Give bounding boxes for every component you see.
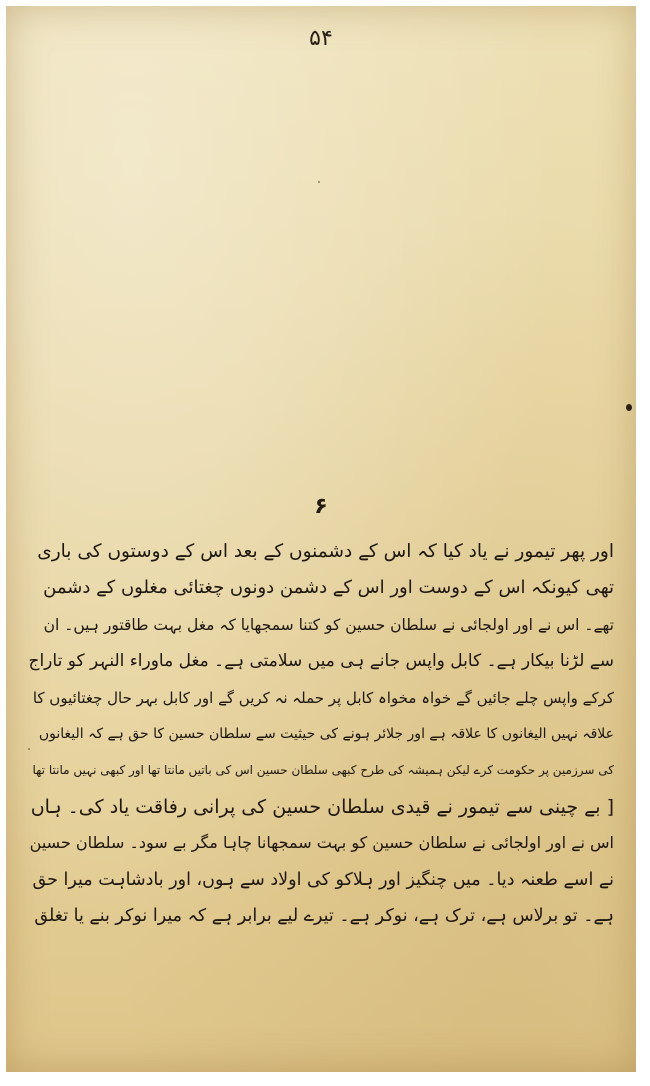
ink-speck [318, 181, 320, 183]
body-text [28, 534, 614, 934]
section-number: ۶ [314, 494, 328, 519]
text-line: اور پھر تیمور نے یاد کیا کہ اس کے دشمنوں کے بعد اس کے دوستوں کی باری [37, 541, 614, 562]
text-line: اس نے اور اولجائی نے سلطان حسین کو بہت سمجھانا چاہا مگر بے سود۔ سلطان حسین [29, 833, 614, 853]
document-page [6, 6, 636, 1072]
text-line: [ بے چینی سے تیمور نے قیدی سلطان حسین کی پرانی رفاقت یاد کی۔ ہاں [30, 795, 614, 818]
text-line: علاقہ نہیں الیغانوں کا علاقہ ہے اور جلائر ہونے کی حیثیت سے سلطان حسین کا حق ہے کہ الیغانوں [38, 725, 614, 742]
page-number: ۵۴ [309, 26, 333, 51]
ink-speck [626, 404, 632, 411]
text-line: کرکے واپس چلے جائیں گے خواہ مخواہ کابل پر حملہ نہ کریں گے اور کابل بہر حال چغتائیوں کا [32, 688, 614, 707]
text-line: کی سرزمین پر حکومت کرے لیکن ہمیشہ کی طرح کبھی سلطان حسین اس کی باتیں مانتا تھا اور کبھی نہیں مانتا تھا [32, 763, 614, 778]
text-line: نے اسے طعنہ دیا۔ میں چنگیز اور ہلاکو کی اولاد سے ہوں، اور بادشاہت میرا حق [32, 869, 614, 890]
text-line: سے لڑنا بیکار ہے۔ کابل واپس جانے ہی میں سلامتی ہے۔ مغل ماوراء النہر کو تاراج [28, 651, 614, 672]
text-line: تھی کیونکہ اس کے دوست اور اس کے دشمن دونوں چغتائی مغلوں کے دشمن [43, 577, 614, 599]
text-line: ہے۔ تو برلاس ہے، ترک ہے، نوکر ہے۔ تیرے لیے برابر ہے کہ میرا نوکر بنے یا تغلق [34, 905, 614, 926]
text-line: تھے۔ اس نے اور اولجائی نے سلطان حسین کو کتنا سمجھایا کہ مغل بہت طاقتور ہیں۔ ان [43, 615, 614, 634]
